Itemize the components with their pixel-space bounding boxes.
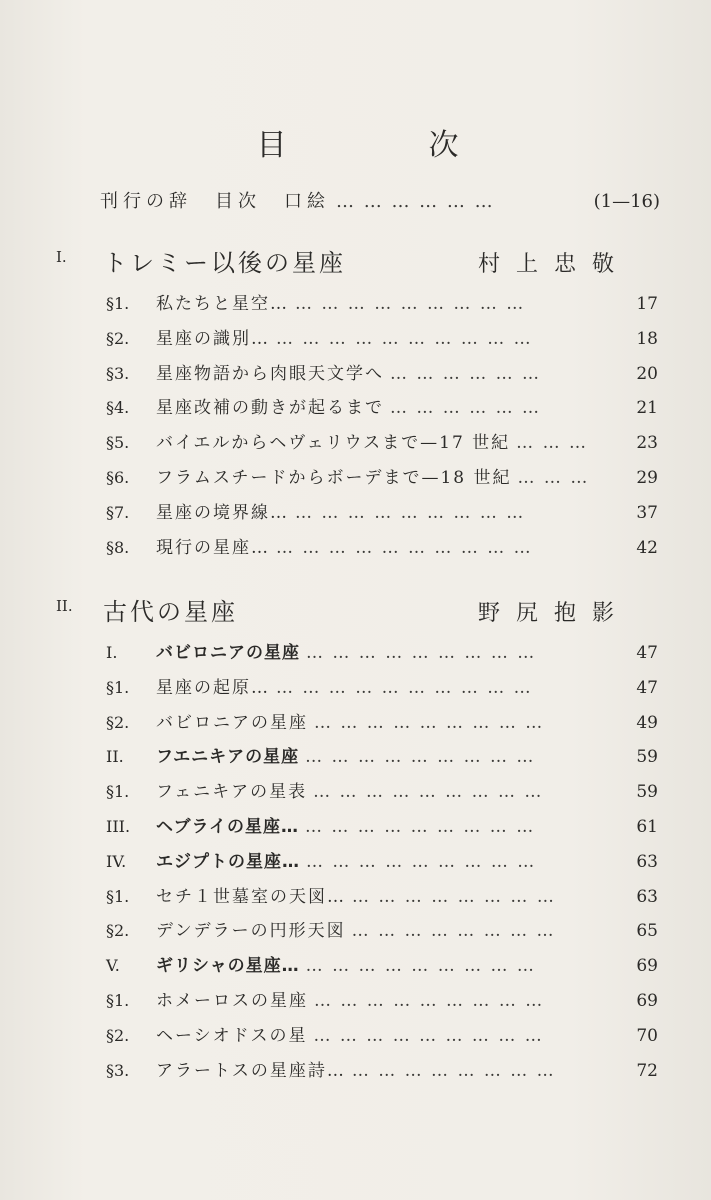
leader-dots: … … … … … … … … … <box>306 852 537 872</box>
section-number: I. <box>106 643 118 662</box>
section-title: バイエルからヘヴェリウスまで—17 世紀 <box>156 433 511 453</box>
toc-entry <box>106 1021 658 1045</box>
section-title: 星座の境界線… <box>156 503 289 523</box>
page-number: 47 <box>636 643 658 663</box>
section-title: デンデラーの円形天図 <box>156 921 346 941</box>
toc-entry <box>106 428 658 452</box>
page-number: 61 <box>636 817 658 837</box>
section-number: §1. <box>106 887 130 906</box>
page-number: 21 <box>636 398 658 418</box>
page-number: 72 <box>636 1061 658 1081</box>
toc-entry <box>106 673 658 697</box>
toc-entry <box>106 986 658 1010</box>
toc-entry <box>106 882 658 906</box>
section-number: §5. <box>106 433 130 452</box>
leader-dots: … … … … … … … … <box>352 887 556 907</box>
leader-dots: … … … … … … <box>390 364 542 384</box>
toc-entry <box>106 393 658 417</box>
page-number: 29 <box>636 468 658 488</box>
section-title: ヘブライの星座… <box>156 817 299 837</box>
section-number: §1. <box>106 678 130 697</box>
page-number: 49 <box>636 713 658 733</box>
leader-dots: … … … … … … … … … <box>304 817 536 837</box>
toc-entry <box>106 533 658 557</box>
part-numeral: II. <box>56 597 73 615</box>
page-number: 63 <box>636 887 658 907</box>
leader-dots: … … … … … … … … <box>351 1061 556 1081</box>
page-number: 20 <box>636 364 658 384</box>
toc-entry <box>106 498 658 522</box>
part-heading <box>0 243 711 277</box>
section-title: 星座改補の動きが起るまで <box>156 398 384 418</box>
toc-entry <box>106 324 658 348</box>
section-title: 星座の識別… <box>156 329 270 349</box>
section-title: フエニキアの星座 <box>156 747 300 767</box>
section-title: エジプトの星座… <box>156 852 300 872</box>
section-title: 現行の星座… <box>156 538 270 558</box>
section-number: §2. <box>106 329 130 348</box>
leader-dots: … … … … … … … … … <box>314 991 545 1011</box>
front-matter-label: 刊行の辞 目次 口絵 <box>100 191 330 212</box>
toc-entry <box>106 289 658 313</box>
leader-dots: … … … … … … … … … … <box>276 329 533 349</box>
leader-dots: … … … … … … <box>336 191 495 212</box>
leader-dots: … … … … … … … … … <box>305 956 536 976</box>
toc-entry <box>106 951 658 975</box>
part-author: 野尻抱影 <box>478 601 631 626</box>
section-title: 私たちと星空… <box>156 294 289 314</box>
toc-entry <box>106 777 658 801</box>
toc-entry <box>106 638 658 662</box>
section-title: 星座の起原… <box>156 678 270 698</box>
leader-dots: … … … … … … <box>390 398 542 418</box>
section-number: §2. <box>106 921 130 940</box>
page-number: 59 <box>636 782 658 802</box>
section-number: §1. <box>106 991 130 1010</box>
section-number: §4. <box>106 398 130 417</box>
page-number: 69 <box>636 956 658 976</box>
leader-dots: … … … … … … … … <box>351 921 556 941</box>
toc-entry <box>106 812 658 836</box>
page-number: 69 <box>636 991 658 1011</box>
leader-dots: … … … … … … … … … <box>314 713 545 733</box>
page-number: 37 <box>636 503 658 523</box>
section-number: §3. <box>106 1061 130 1080</box>
front-matter-row <box>100 187 660 213</box>
leader-dots: … … … … … … … … … <box>305 747 536 767</box>
section-title: セチ１世墓室の天図… <box>156 887 346 907</box>
page-number: 23 <box>636 433 658 453</box>
leader-dots: … … … … … … … … … <box>313 1026 544 1046</box>
section-title: ヘーシオドスの星 <box>156 1026 308 1046</box>
page-number: 42 <box>636 538 658 558</box>
front-matter-pages: (1—16) <box>593 191 660 212</box>
part-author: 村上忠敬 <box>478 252 631 277</box>
section-number: §7. <box>106 503 130 522</box>
toc-entry <box>106 742 658 766</box>
page-number: 47 <box>636 678 658 698</box>
section-title: バビロニアの星座 <box>156 713 308 733</box>
page-number: 63 <box>636 852 658 872</box>
section-number: IV. <box>106 852 127 871</box>
section-title: バビロニアの星座 <box>156 643 300 663</box>
section-title: フラムスチードからボーデまで—18 世紀 <box>156 468 512 488</box>
leader-dots: … … … … … … … … … <box>306 643 537 663</box>
section-title: 星座物語から肉眼天文学へ <box>156 364 384 384</box>
section-number: V. <box>106 956 120 975</box>
section-title: ホメーロスの星座 <box>156 991 308 1011</box>
leader-dots: … … … … … … … … … <box>313 782 544 802</box>
leader-dots: … … … <box>517 468 590 488</box>
leader-dots: … … … … … … … … … <box>295 294 526 314</box>
toc-entry <box>106 708 658 732</box>
section-number: §6. <box>106 468 130 487</box>
section-number: §1. <box>106 782 130 801</box>
leader-dots: … … … <box>516 433 588 453</box>
page-number: 70 <box>636 1026 658 1046</box>
toc-entry <box>106 916 658 940</box>
section-number: III. <box>106 817 131 836</box>
leader-dots: … … … … … … … … … <box>295 503 526 523</box>
leader-dots: … … … … … … … … … … <box>276 678 533 698</box>
toc-entry <box>106 463 658 487</box>
section-number: II. <box>106 747 124 766</box>
section-title: アラートスの星座詩… <box>156 1061 346 1081</box>
part-title: 古代の星座 <box>103 598 238 626</box>
section-number: §2. <box>106 713 130 732</box>
section-number: §2. <box>106 1026 130 1045</box>
section-title: フェニキアの星表 <box>156 782 308 802</box>
toc-entry <box>106 847 658 871</box>
page-number: 65 <box>636 921 658 941</box>
section-title: ギリシャの星座… <box>156 956 300 976</box>
page-number: 18 <box>636 329 658 349</box>
section-number: §8. <box>106 538 130 557</box>
section-number: §1. <box>106 294 130 313</box>
page-number: 17 <box>636 294 658 314</box>
toc-entry <box>106 1056 658 1080</box>
page-title: 目 次 <box>256 128 515 163</box>
part-title: トレミー以後の星座 <box>103 249 346 277</box>
part-heading <box>0 592 711 626</box>
toc-entry <box>106 359 658 383</box>
section-number: §3. <box>106 364 130 383</box>
leader-dots: … … … … … … … … … … <box>276 538 533 558</box>
part-numeral: I. <box>56 248 67 266</box>
page-number: 59 <box>636 747 658 767</box>
